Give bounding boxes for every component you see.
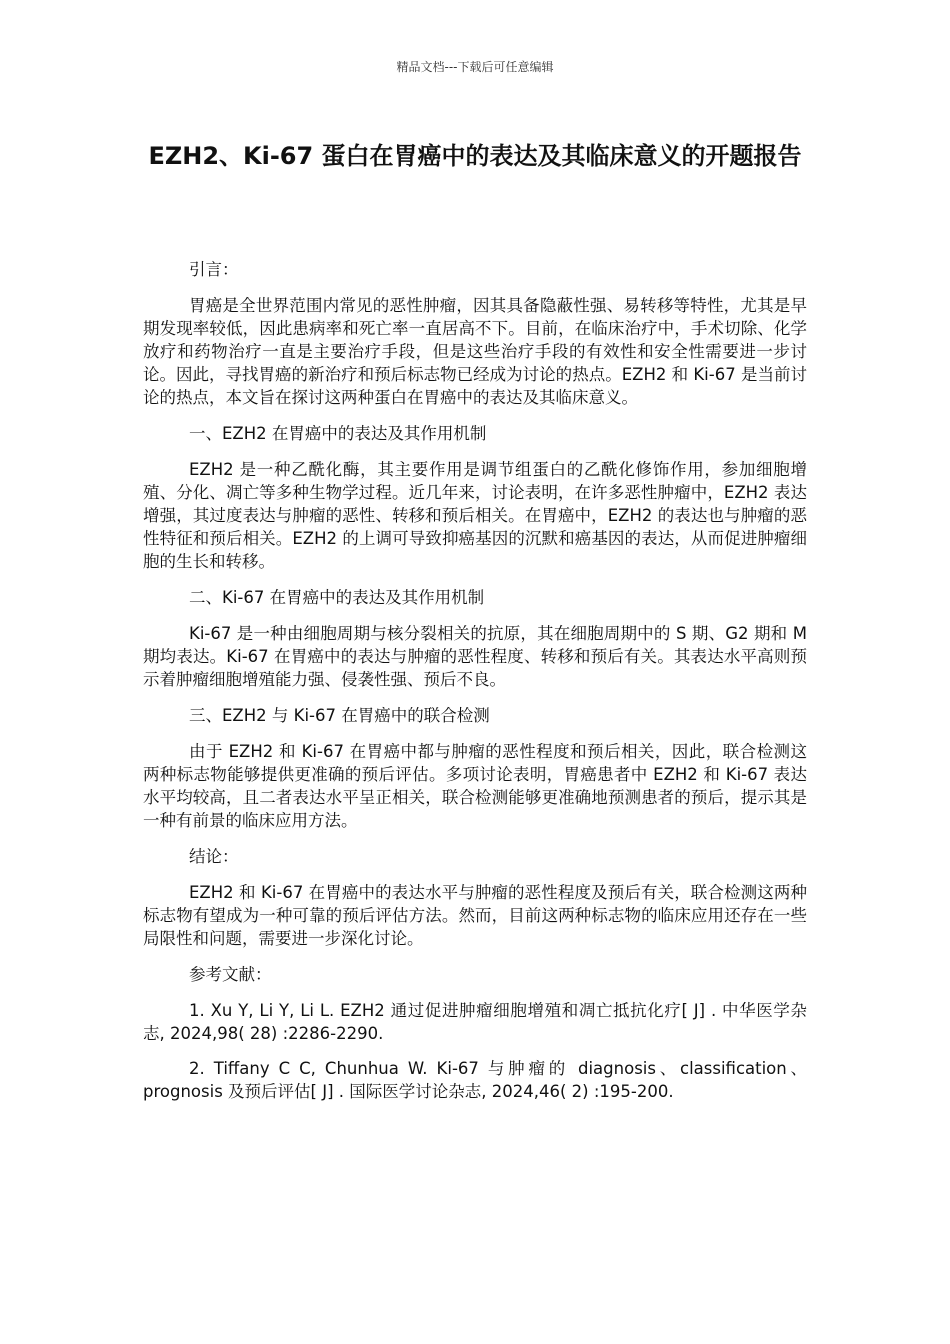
document-title: EZH2、Ki-67 蛋白在胃癌中的表达及其临床意义的开题报告 [148, 142, 802, 170]
conclusion-paragraph: EZH2 和 Ki-67 在胃癌中的表达水平与肿瘤的恶性程度及预后有关，联合检测这两种标志物有望成为一种可靠的预后评估方法。然而，目前这两种标志物的临床应用还存在一些局限性和问题，需要进一步深化讨论。 [143, 883, 807, 948]
intro-paragraph: 胃癌是全世界范围内常见的恶性肿瘤，因其具备隐蔽性强、易转移等特性，尤其是早期发现率较低，因此患病率和死亡率一直居高不下。目前，在临床治疗中，手术切除、化学放疗和药物治疗一直是主要治疗手段，但是这些治疗手段的有效性和安全性需要进一步讨论。因此，寻找胃癌的新治疗和预后标志物已经成为讨论的热点。EZH2 和 Ki-67 是当前讨论的热点，本文旨在探讨这两种蛋白在胃癌中的表达及其临床意义。 [143, 296, 807, 407]
section-2-paragraph: Ki-67 是一种由细胞周期与核分裂相关的抗原，其在细胞周期中的 S 期、G2 期和 M 期均表达。Ki-67 在胃癌中的表达与肿瘤的恶性程度、转移和预后有关。其表达水平高则预示着肿瘤细胞增殖能力强、侵袭性强、预后不良。 [143, 624, 807, 689]
section-3-heading: 三、EZH2 与 Ki-67 在胃癌中的联合检测 [189, 706, 490, 725]
conclusion-heading: 结论： [189, 847, 239, 866]
intro-heading: 引言： [189, 260, 239, 279]
references-heading: 参考文献： [189, 965, 272, 984]
section-3-paragraph: 由于 EZH2 和 Ki-67 在胃癌中都与肿瘤的恶性程度和预后相关，因此，联合检测这两种标志物能够提供更准确的预后评估。多项讨论表明，胃癌患者中 EZH2 和 Ki-67 表达水平均较高，且二者表达水平呈正相关，联合检测能够更准确地预测患者的预后，提示其是一种有前景的临床应用方法。 [143, 742, 807, 830]
section-1-paragraph: EZH2 是一种乙酰化酶，其主要作用是调节组蛋白的乙酰化修饰作用，参加细胞增殖、分化、凋亡等多种生物学过程。近几年来，讨论表明，在许多恶性肿瘤中，EZH2 表达增强，其过度表达与肿瘤的恶性、转移和预后相关。在胃癌中，EZH2 的表达也与肿瘤的恶性特征和预后相关。EZH2 的上调可导致抑癌基因的沉默和癌基因的表达，从而促进肿瘤细胞的生长和转移。 [143, 460, 807, 571]
header-note: 精品文档---下载后可任意编辑 [396, 60, 554, 74]
section-2-heading: 二、Ki-67 在胃癌中的表达及其作用机制 [189, 588, 485, 607]
reference-item: 2. Tiffany C C, Chunhua W. Ki-67 与肿瘤的 diagnosis、classification、prognosis 及预后评估[ J] . 国际医学讨论杂志, 2024,46( 2) :195-200. [143, 1059, 807, 1101]
section-1-heading: 一、EZH2 在胃癌中的表达及其作用机制 [189, 424, 487, 443]
reference-item: 1. Xu Y, Li Y, Li L. EZH2 通过促进肿瘤细胞增殖和凋亡抵抗化疗[ J] . 中华医学杂志, 2024,98( 28) :2286-2290. [143, 1001, 807, 1043]
document-body [143, 258, 807, 1115]
